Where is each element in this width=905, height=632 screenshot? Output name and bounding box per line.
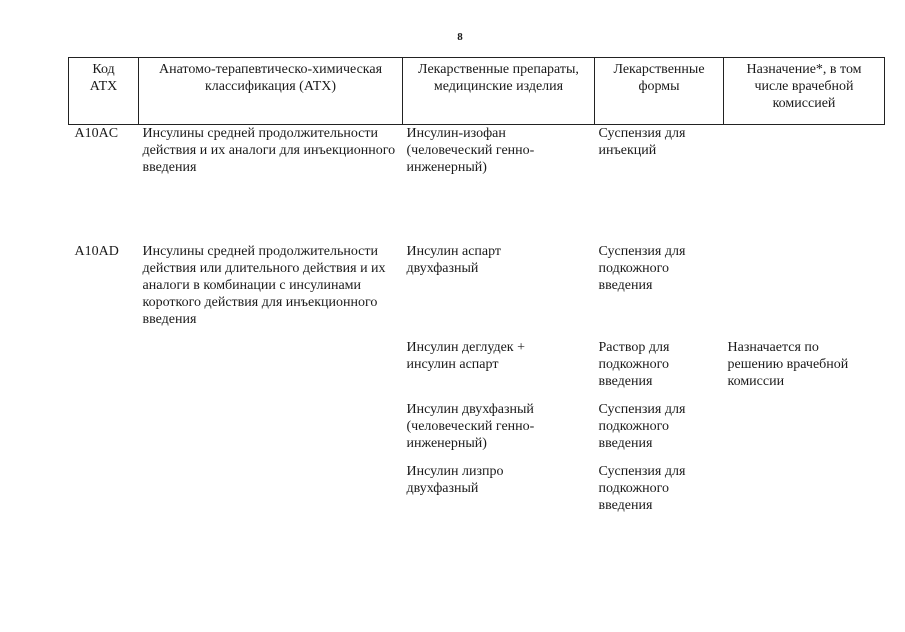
cell-classification: Инсулины средней продолжительности действия или длительного действия и их аналоги в комбинации с инсулинами короткого действия для инъекционного введения bbox=[142, 244, 386, 327]
cell-code: A10AD bbox=[74, 244, 119, 259]
cell-drug: Инсулин деглудек + инсулин аспарт bbox=[406, 340, 525, 372]
table-row bbox=[69, 401, 885, 463]
table-row bbox=[69, 339, 885, 401]
header-forms: Лекарственные формы bbox=[595, 58, 724, 125]
table-header-row bbox=[69, 58, 885, 125]
cell-classification bbox=[139, 339, 403, 401]
cell-classification: Инсулины средней продолжительности действия и их аналоги для инъекционного введения bbox=[142, 126, 396, 175]
cell-note bbox=[724, 125, 885, 244]
table-row bbox=[69, 125, 885, 244]
header-purpose: Назначение*, в том числе врачебной комиссией bbox=[724, 58, 885, 125]
cell-drug: Инсулин лизпро двухфазный bbox=[406, 464, 504, 496]
table-row bbox=[69, 243, 885, 339]
cell-form: Суспензия для подкожного введения bbox=[598, 402, 686, 451]
cell-note bbox=[724, 463, 885, 523]
header-drugs: Лекарственные препараты, медицинские изделия bbox=[403, 58, 595, 125]
cell-drug: Инсулин аспарт двухфазный bbox=[406, 244, 502, 276]
cell-form: Суспензия для подкожного введения bbox=[598, 464, 686, 513]
cell-form: Суспензия для подкожного введения bbox=[598, 244, 686, 293]
cell-note bbox=[724, 243, 885, 339]
cell-note: Назначается по решению врачебной комиссии bbox=[727, 340, 849, 389]
cell-classification bbox=[139, 463, 403, 523]
cell-classification bbox=[139, 401, 403, 463]
atx-table-container bbox=[68, 57, 884, 523]
cell-form: Раствор для подкожного введения bbox=[598, 340, 670, 389]
header-classification: Анатомо-терапевтическо-химическая классификация (АТХ) bbox=[139, 58, 403, 125]
cell-drug: Инсулин-изофан (человеческий генно- инженерный) bbox=[406, 126, 535, 175]
cell-drug: Инсулин двухфазный (человеческий генно- инженерный) bbox=[406, 402, 535, 451]
cell-code bbox=[69, 401, 139, 463]
table-row bbox=[69, 463, 885, 523]
cell-code: A10AC bbox=[74, 126, 119, 141]
atx-table bbox=[68, 57, 885, 523]
cell-code bbox=[69, 463, 139, 523]
cell-form: Суспензия для инъекций bbox=[598, 126, 686, 158]
page-number: 8 bbox=[457, 31, 463, 43]
cell-code bbox=[69, 339, 139, 401]
header-code: Код АТХ bbox=[69, 58, 139, 125]
cell-note bbox=[724, 401, 885, 463]
